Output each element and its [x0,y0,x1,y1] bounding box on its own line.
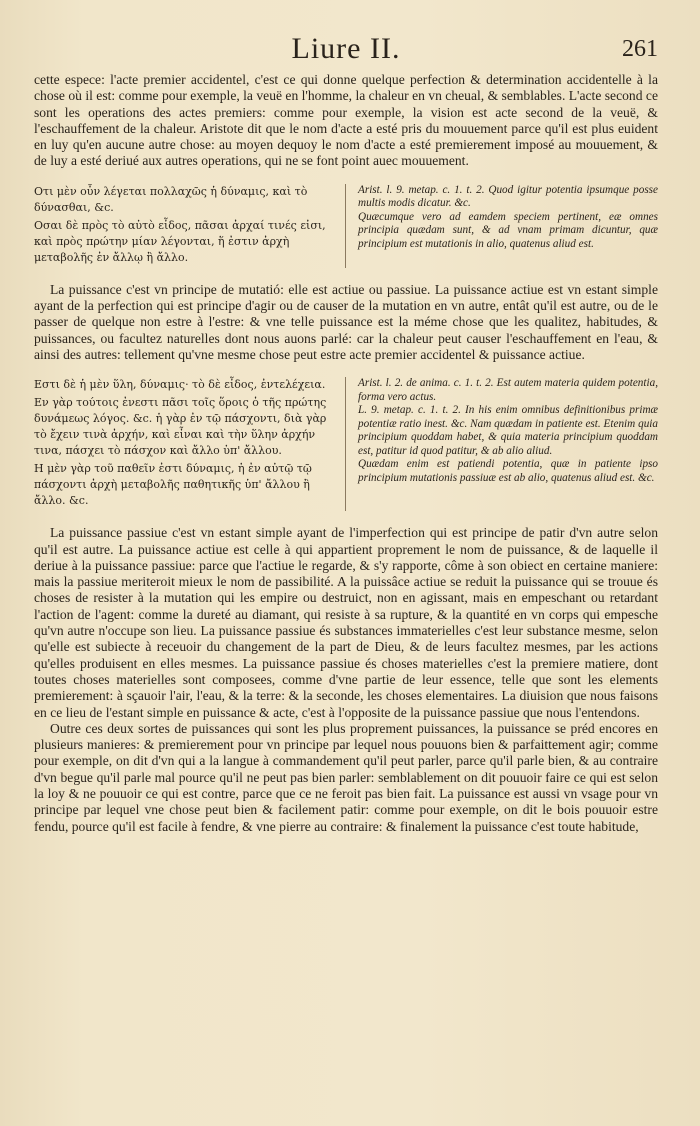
greek-quote: Οσαι δὲ πρὸς τὸ αὐτὸ εἶδος, πᾶσαι ἀρχαί τινές εἰσι, καὶ πρὸς πρώτην μίαν λέγονται, ἥ ἐστιν ἀρχὴ μεταβολῆς ἐν ἄλλῳ ἢ ἄλλο. [34,218,326,264]
latin-quote: Quædam enim est patiendi potentia, quæ in patiente ipso principium mutationis passiuæ est ab alio, quatenus aliud est. &c. [358,458,658,484]
greek-quote: Οτι μὲν οὖν λέγεται πολλαχῶς ἡ δύναμις, καὶ τὸ δύνασθαι, &c. [34,184,308,214]
latin-quote: Arist. l. 9. metap. c. 1. t. 2. Quod igitur potentia ipsumque posse multis modis dicatur. &c. [358,183,658,210]
paragraph-puissance-actiue: La puissance c'est vn principe de mutatió: elle est actiue ou passiue. La puissance actiue est vn estant simple ayant de la perfection qui est principe d'agir ou de causer de la mutation en vn autre, entât qu'il est autre, ou de le passer de quelque non estre à l'estre: & vne telle puissance est la méme chose que les qualitez, habitudes, & puissances, ou facultez naturelles dont nous auons parlé: car la chaleur peut causer l'eschauffement en l'eau, & ainsi des autres: tellement qu'vne mesme chose peut estre acte premier accidentel & puissance actiue. [34,281,658,362]
latin-quote: Arist. l. 2. de anima. c. 1. t. 2. Est autem materia quidem potentia, forma vero actus. [358,377,658,403]
greek-column [34,184,346,268]
greek-quote: Η μὲν γὰρ τοῦ παθεῖν ἐστι δύναμις, ἡ ἐν αὐτῷ τῷ πάσχοντι ἀρχὴ μεταβολῆς παθητικῆς ὑπ' ἄλλου ἢ ἄλλο. &c. [34,462,312,508]
paragraph-puissance-passiue: La puissance passiue c'est vn estant simple ayant de l'imperfection qui est principe de patir d'vn autre selon qu'il est autre. La puissance actiue est celle à qui appartient proprement le nom de puissance, & de laquelle il deriue à la puissance passiue: parce que l'actiue le regarde, & s'y rapporte, côme à son obiect en certaine maniere: mais la passiue meriteroit mieux le nom de passibilité. A la puissâce actiue se reduit la puissance qui se trouue és choses de resister à la mutation qui les empire ou destruict, non en agissant, mais en empeschant ou retardant l'action de l'agent: comme la dureté au diamant, qui resiste à sa rupture, & la quantité en vn corps qui empesche qu'vn autre n'occupe son lieu. La puissance passiue és substances immaterielles c'est leur substance mesme, selon qu'elle est subiecte à receuoir du changement de la part de Dieu, & de leurs facultez mesmes, par les actions qu'elles produisent en elles mesmes. La puissance passiue és choses materielles c'est la premiere matiere, dont toutes choses materielles sont composees, comme d'vne partie de leur essence, telle que sont les elements premierement: à sçauoir l'air, l'eau, & la terre: & la seconde, les choses elementaires. La diuision que nous faisons en ce lieu de l'estant simple en puissance & acte, c'est à l'opposite de la puissance passiue que nous l'entendons. [34,525,658,720]
page-header [34,28,658,72]
citation-block-2 [34,377,658,511]
page-number: 261 [622,36,658,62]
latin-column [346,184,658,268]
greek-quote: Εν γὰρ τούτοις ἐνεστι πᾶσι τοῖς ὅροις ὁ τῆς πρώτης δυνάμεως λόγος. &c. ἡ γὰρ ἐν τῷ πάσχοντι, διὰ γὰρ τὸ ἔχειν τινὰ ἀρχήν, καὶ εἶναι καὶ τὴν ὕλην ἀρχήν τινα, πάσχει τὸ πάσχον καὶ ἄλλο ὑπ' ἄλλου. [34,396,327,458]
greek-quote: Εστι δὲ ἡ μὲν ὕλη, δύναμις· τὸ δὲ εἶδος, ἐντελέχεια. [34,378,326,392]
latin-quote: L. 9. metap. c. 1. t. 2. In his enim omnibus definitionibus primæ potentiæ ratio inest. &c. Nam quædam in patiente est. Etenim quia principium quoddam habet, & quia materia principium quoddam est, patitur id quod patitur, & ab alio aliud. [358,404,658,457]
paragraph-acte-premier: cette espece: l'acte premier accidentel, c'est ce qui donne quelque perfection & determination accidentelle à la chose où il est: comme pour exemple, la veuë en l'homme, la chaleur en vn cheual, & semblables. L'acte second ce sont les operations des actes premiers: comme pour exemple, la vision est acte second de la veuë, & l'eschauffement de la chaleur. Aristote dit que le nom d'acte a esté pris du mouuement parce qu'il est plus euident en luy qu'en aucune autre chose: au moyen dequoy le nom d'acte a esté premierement imposé au mouuement, & de luy a esté deriué aux autres operations, qui ne se font point auec mouuement. [34,72,658,169]
latin-column [346,377,658,511]
running-title: Liure II. [291,32,401,65]
latin-quote: Quæcumque vero ad eamdem speciem pertinent, eæ omnes principia quædam sunt, & ad vnam primam dicuntur, quæ principium est mutationis in alio, quatenus aliud est. [358,210,658,250]
paragraph-autres-sortes: Outre ces deux sortes de puissances qui sont les plus proprement puissances, la puissance se préd encores en plusieurs manieres: & premierement pour vn principe par lequel nous pouuons bien & parfaittement agir; comme pour exemple, on dit d'vn qui a la langue à commandement qu'il peut parler, parce qu'il parle bien, & au contraire d'vn begue qu'il parle mal pource qu'il ne peut pas bien parler: semblablement on dit pouuoir faire ce qui est selon la loy & ne pouuoir ce qui est contre, parce que ce ne feroit pas bien fait. La puissance est aussi vn vsage pour vn principe par lequel vne chose peut bien & facilement patir: comme pour exemple, on dit le bois pouuoir estre fendu, pource qu'il est facile à fendre, & vne pierre au contraire: & finalement la puissance c'est toute habitude, [34,720,658,834]
citation-block-1 [34,184,658,268]
greek-column [34,377,346,511]
